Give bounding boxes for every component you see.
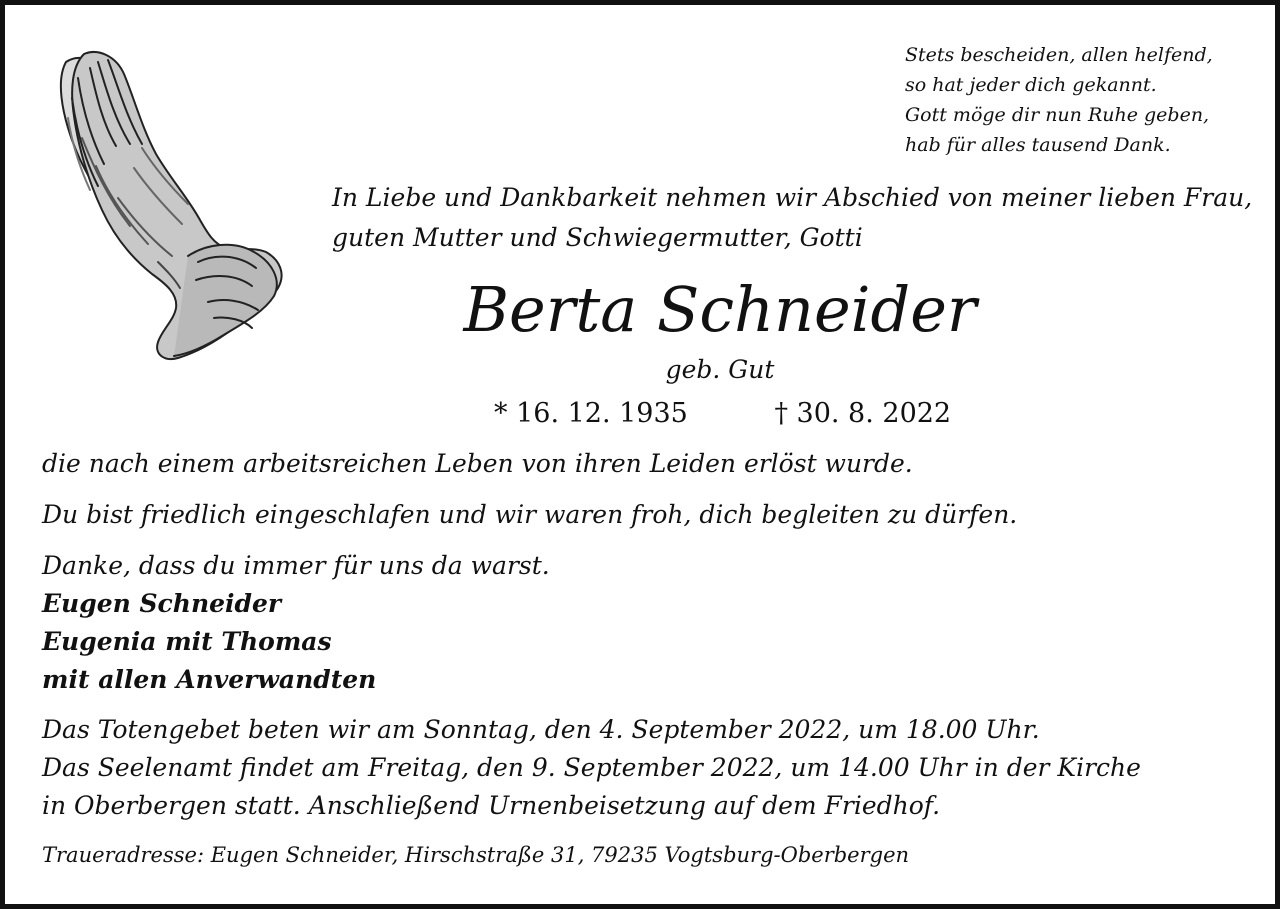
intro-text bbox=[332, 178, 1252, 258]
signer-line: Eugenia mit Thomas bbox=[42, 627, 332, 656]
life-dates bbox=[494, 394, 951, 434]
service-line: Das Seelenamt findet am Freitag, den 9. September 2022, um 14.00 Uhr in der Kirche bbox=[42, 753, 1141, 782]
service-line: in Oberbergen statt. Anschließend Urnenbeisetzung auf dem Friedhof. bbox=[42, 791, 941, 820]
death-date: † 30. 8. 2022 bbox=[774, 398, 952, 429]
intro-line: guten Mutter und Schwiegermutter, Gotti bbox=[332, 223, 863, 252]
poem-line: hab für alles tausend Dank. bbox=[905, 134, 1171, 156]
poem-line: so hat jeder dich gekannt. bbox=[905, 74, 1157, 96]
deceased-name: Berta Schneider bbox=[463, 273, 977, 346]
signer-line: mit allen Anverwandten bbox=[42, 665, 377, 694]
intro-line: In Liebe und Dankbarkeit nehmen wir Abschied von meiner lieben Frau, bbox=[332, 183, 1253, 212]
signers bbox=[42, 585, 376, 699]
text-paragraph: Du bist friedlich eingeschlafen und wir waren froh, dich begleiten zu dürfen. bbox=[42, 500, 1018, 529]
mourning-address: Traueradresse: Eugen Schneider, Hirschstraße 31, 79235 Vogtsburg-Oberbergen bbox=[42, 843, 910, 867]
maiden-name: geb. Gut bbox=[665, 355, 775, 384]
service-line: Das Totengebet beten wir am Sonntag, den 4. September 2022, um 18.00 Uhr. bbox=[42, 715, 1040, 744]
poem-line: Gott möge dir nun Ruhe geben, bbox=[905, 104, 1210, 126]
service-info bbox=[42, 711, 1141, 825]
text-paragraph: Danke, dass du immer für uns da warst. bbox=[42, 551, 550, 580]
poem bbox=[905, 40, 1213, 160]
poem-line: Stets bescheiden, allen helfend, bbox=[905, 44, 1213, 66]
birth-date: * 16. 12. 1935 bbox=[494, 398, 688, 429]
text-paragraph: die nach einem arbeitsreichen Leben von ihren Leiden erlöst wurde. bbox=[42, 449, 913, 478]
signer-line: Eugen Schneider bbox=[42, 589, 282, 618]
praying-hands-icon bbox=[38, 48, 290, 364]
